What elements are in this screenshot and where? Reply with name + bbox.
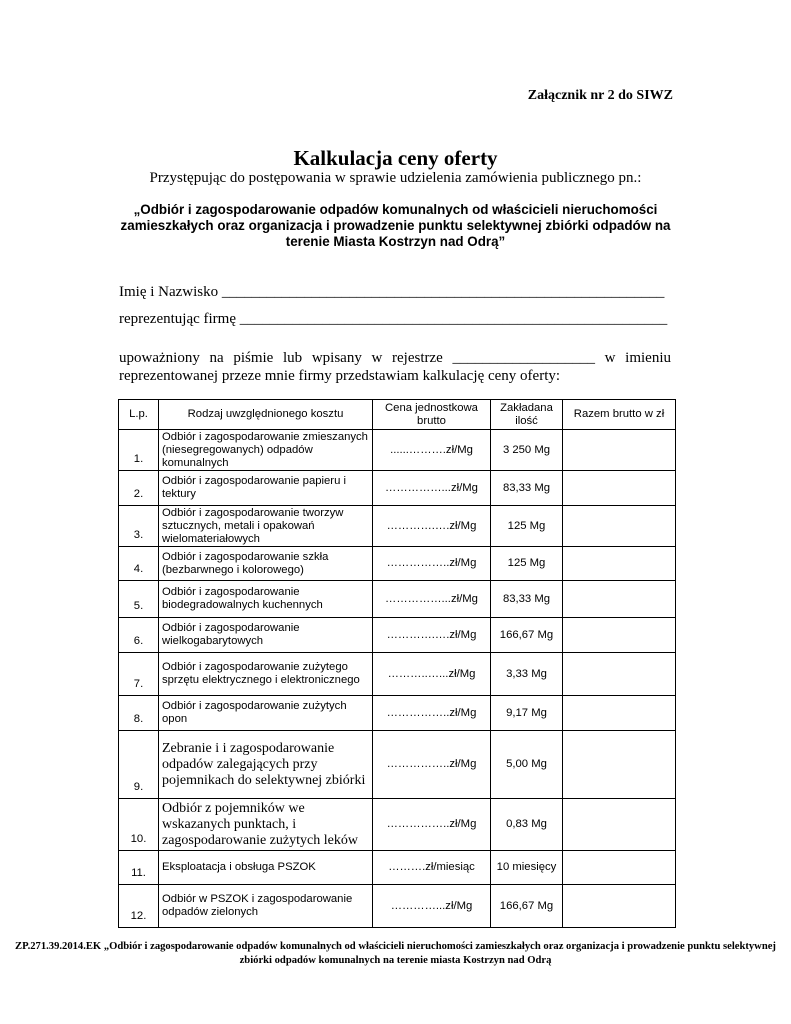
table-row bbox=[119, 430, 676, 471]
table-row bbox=[119, 506, 676, 547]
row-quantity: 3 250 Mg bbox=[491, 430, 563, 471]
name-field bbox=[119, 284, 664, 301]
table-row bbox=[119, 851, 676, 885]
row-total bbox=[563, 799, 676, 851]
row-description: Eksploatacja i obsługa PSZOK bbox=[159, 851, 373, 885]
row-lp: 11. bbox=[119, 851, 159, 885]
row-total bbox=[563, 430, 676, 471]
row-quantity: 125 Mg bbox=[491, 506, 563, 547]
row-unit-price: ......……….zł/Mg bbox=[373, 430, 491, 471]
company-label: reprezentując firmę bbox=[119, 311, 237, 327]
row-lp: 8. bbox=[119, 696, 159, 731]
row-unit-price: ……….zł/miesiąc bbox=[373, 851, 491, 885]
price-calculation-table bbox=[118, 399, 676, 928]
table-row bbox=[119, 581, 676, 618]
row-unit-price: ………….….zł/Mg bbox=[373, 506, 491, 547]
table-row bbox=[119, 547, 676, 581]
row-lp: 1. bbox=[119, 430, 159, 471]
row-quantity: 9,17 Mg bbox=[491, 696, 563, 731]
row-quantity: 166,67 Mg bbox=[491, 885, 563, 928]
company-line: _________________________________________________________ bbox=[239, 311, 668, 327]
intro-text: Przystępując do postępowania w sprawie udzielenia zamówienia publicznego pn.: bbox=[149, 170, 642, 186]
row-lp: 9. bbox=[119, 731, 159, 799]
row-quantity: 83,33 Mg bbox=[491, 581, 563, 618]
header-total: Razem brutto w zł bbox=[563, 400, 676, 430]
company-field bbox=[119, 311, 667, 328]
row-total bbox=[563, 731, 676, 799]
row-description: Odbiór i zagospodarowanie szkła (bezbarwnego i kolorowego) bbox=[159, 547, 373, 581]
row-total bbox=[563, 696, 676, 731]
row-quantity: 166,67 Mg bbox=[491, 618, 563, 653]
row-total bbox=[563, 618, 676, 653]
name-line: ___________________________________________________________ bbox=[221, 284, 665, 300]
row-description: Odbiór z pojemników we wskazanych punktach, i zagospodarowanie zużytych leków bbox=[159, 799, 373, 851]
table-header-row bbox=[119, 400, 676, 430]
row-total bbox=[563, 885, 676, 928]
row-description: Odbiór i zagospodarowanie biodegradowalnych kuchennych bbox=[159, 581, 373, 618]
row-description: Zebranie i i zagospodarowanie odpadów zalegających przy pojemnikach do selektywnej zbiórki bbox=[159, 731, 373, 799]
header-quantity: Zakładana ilość bbox=[491, 400, 563, 430]
row-description: Odbiór i zagospodarowanie zmieszanych (niesegregowanych) odpadów komunalnych bbox=[159, 430, 373, 471]
row-unit-price: ……………..zł/Mg bbox=[373, 547, 491, 581]
header-cost-type: Rodzaj uwzględnionego kosztu bbox=[159, 400, 373, 430]
header-unit-price: Cena jednostkowa brutto bbox=[373, 400, 491, 430]
header-lp: L.p. bbox=[119, 400, 159, 430]
table-row bbox=[119, 799, 676, 851]
row-unit-price: …………...zł/Mg bbox=[373, 885, 491, 928]
authorization-statement: upoważniony na piśmie lub wpisany w rejestrze ___________________ w imieniu reprezentowanej przeze mnie firmy przedstawiam kalkulację ceny oferty: bbox=[119, 350, 671, 384]
row-unit-price: ………….….zł/Mg bbox=[373, 618, 491, 653]
row-description: Odbiór i zagospodarowanie papieru i tektury bbox=[159, 471, 373, 506]
row-unit-price: ……………..zł/Mg bbox=[373, 696, 491, 731]
row-total bbox=[563, 581, 676, 618]
row-unit-price: ……………...zł/Mg bbox=[373, 581, 491, 618]
row-description: Odbiór i zagospodarowanie zużytego sprzętu elektrycznego i elektronicznego bbox=[159, 653, 373, 696]
row-description: Odbiór i zagospodarowanie wielkogabarytowych bbox=[159, 618, 373, 653]
row-unit-price: ………..…...zł/Mg bbox=[373, 653, 491, 696]
row-quantity: 5,00 Mg bbox=[491, 731, 563, 799]
row-quantity: 0,83 Mg bbox=[491, 799, 563, 851]
row-total bbox=[563, 653, 676, 696]
table-row bbox=[119, 471, 676, 506]
row-description: Odbiór w PSZOK i zagospodarowanie odpadów zielonych bbox=[159, 885, 373, 928]
footer-reference: ZP.271.39.2014.EK „Odbiór i zagospodarowanie odpadów komunalnych od właścicieli nieruchomości zamieszkałych oraz organizacja i prowadzenie punktu selektywnej zbiórki odpadów komunalnych na terenie miasta Kostrzyn nad Odrą bbox=[15, 941, 776, 966]
procurement-subject: „Odbiór i zagospodarowanie odpadów komunalnych od właścicieli nieruchomości zamieszkałych oraz organizacja i prowadzenie punktu selektywnej zbiórki odpadów na terenie Miasta Kostrzyn nad Odrą” bbox=[120, 202, 671, 249]
annex-label: Załącznik nr 2 do SIWZ bbox=[527, 88, 673, 103]
row-total bbox=[563, 471, 676, 506]
row-lp: 12. bbox=[119, 885, 159, 928]
row-description: Odbiór i zagospodarowanie tworzyw sztucznych, metali i opakowań wielomateriałowych bbox=[159, 506, 373, 547]
row-total bbox=[563, 547, 676, 581]
table-row bbox=[119, 653, 676, 696]
row-description: Odbiór i zagospodarowanie zużytych opon bbox=[159, 696, 373, 731]
row-quantity: 3,33 Mg bbox=[491, 653, 563, 696]
table-row bbox=[119, 885, 676, 928]
row-total bbox=[563, 506, 676, 547]
row-total bbox=[563, 851, 676, 885]
row-lp: 3. bbox=[119, 506, 159, 547]
row-lp: 4. bbox=[119, 547, 159, 581]
row-unit-price: ……………...zł/Mg bbox=[373, 471, 491, 506]
row-unit-price: ……………..zł/Mg bbox=[373, 799, 491, 851]
row-lp: 2. bbox=[119, 471, 159, 506]
row-lp: 10. bbox=[119, 799, 159, 851]
row-quantity: 83,33 Mg bbox=[491, 471, 563, 506]
row-quantity: 125 Mg bbox=[491, 547, 563, 581]
row-lp: 7. bbox=[119, 653, 159, 696]
page-title: Kalkulacja ceny oferty bbox=[293, 146, 498, 170]
row-lp: 6. bbox=[119, 618, 159, 653]
row-unit-price: ……………..zł/Mg bbox=[373, 731, 491, 799]
name-label: Imię i Nazwisko bbox=[119, 284, 219, 300]
table-row bbox=[119, 618, 676, 653]
row-quantity: 10 miesięcy bbox=[491, 851, 563, 885]
table-row bbox=[119, 731, 676, 799]
row-lp: 5. bbox=[119, 581, 159, 618]
table-row bbox=[119, 696, 676, 731]
